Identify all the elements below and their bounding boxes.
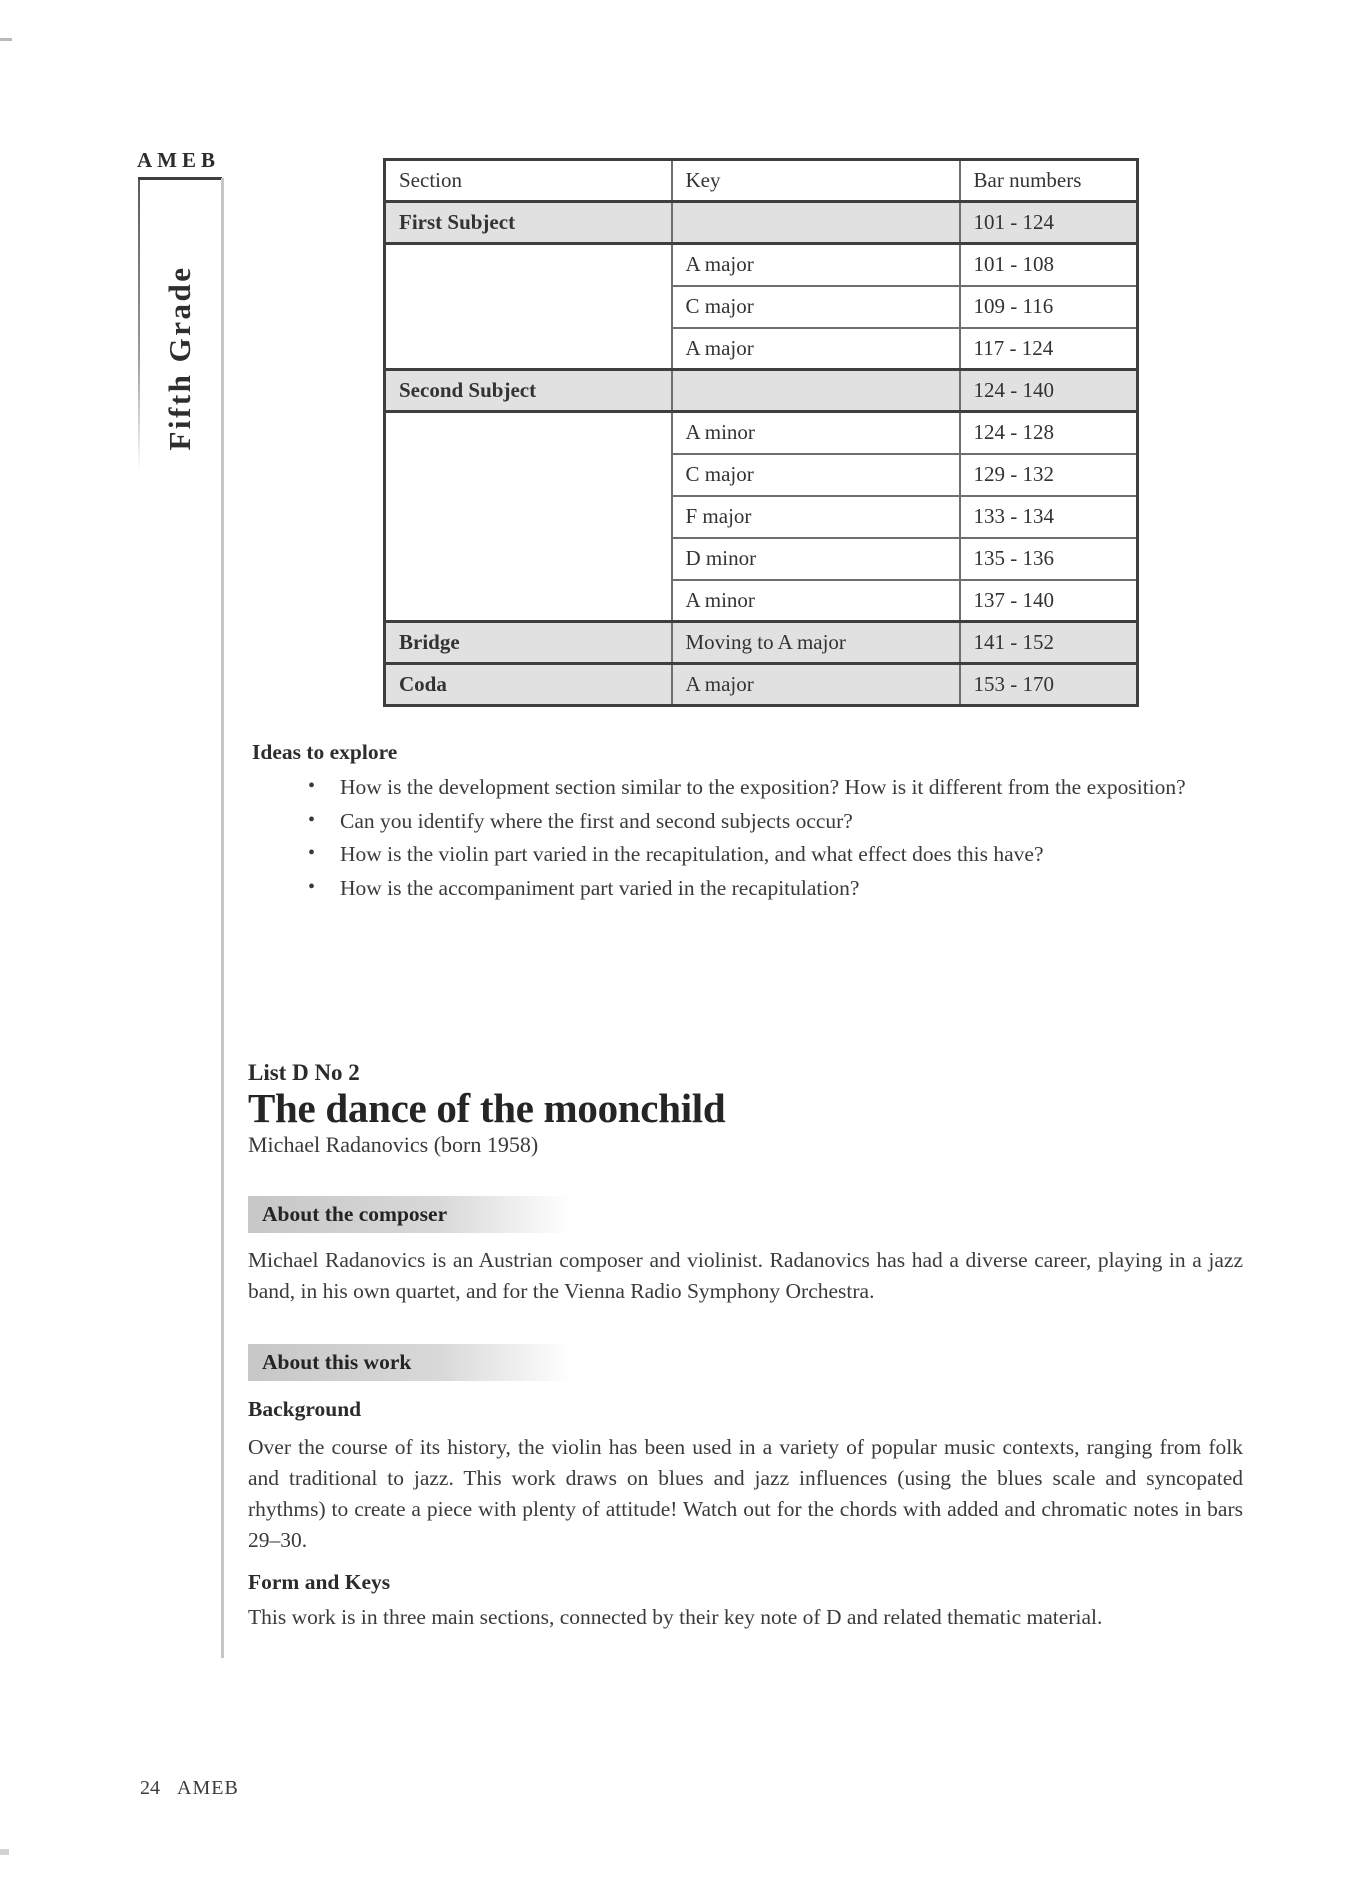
list-number-label: List D No 2 <box>248 1060 360 1085</box>
grade-tab-border <box>138 180 140 471</box>
table-row <box>385 244 1138 286</box>
section-cell: First Subject <box>385 202 672 244</box>
key-cell: C major <box>672 454 960 496</box>
page-number: 24 <box>140 1777 160 1799</box>
key-cell: C major <box>672 286 960 328</box>
bars-cell: 137 - 140 <box>960 580 1138 622</box>
section-cell: Second Subject <box>385 370 672 412</box>
bars-cell: 124 - 128 <box>960 412 1138 454</box>
bars-cell: 133 - 134 <box>960 496 1138 538</box>
about-work-banner: About this work <box>248 1344 593 1381</box>
bars-cell: 124 - 140 <box>960 370 1138 412</box>
bars-cell: 135 - 136 <box>960 538 1138 580</box>
key-cell: F major <box>672 496 960 538</box>
ideas-heading: Ideas to explore <box>252 740 398 764</box>
scan-artifact-top <box>0 38 12 41</box>
bars-cell: 141 - 152 <box>960 622 1138 664</box>
form-and-keys-paragraph: This work is in three main sections, connected by their key note of D and related thematic material. <box>248 1605 1103 1629</box>
bars-cell: 117 - 124 <box>960 328 1138 370</box>
bars-cell: 109 - 116 <box>960 286 1138 328</box>
page-footer <box>140 1777 239 1800</box>
list-item: • Can you identify where the first and second subjects occur? <box>252 806 1240 837</box>
ideas-to-explore-section <box>252 740 1240 906</box>
key-cell: D minor <box>672 538 960 580</box>
list-item: • How is the violin part varied in the recapitulation, and what effect does this have? <box>252 839 1240 870</box>
key-cell <box>672 370 960 412</box>
table-row-coda <box>385 664 1138 706</box>
section-cell: Coda <box>385 664 672 706</box>
background-subheading: Background <box>248 1397 362 1421</box>
bars-cell: 129 - 132 <box>960 454 1138 496</box>
composer-line: Michael Radanovics (born 1958) <box>248 1132 539 1158</box>
piece-title-block <box>248 1060 1148 1158</box>
background-paragraph: Over the course of its history, the violin has been used in a variety of popular music contexts, ranging from folk and traditional to jazz. This work draws on blues and jazz influences (using the blues scale and syncopated rhythms) to create a piece with plenty of attitude! Watch out for the chords with added and chromatic notes in bars 29–30. <box>248 1435 1243 1552</box>
form-analysis-table <box>383 158 1139 707</box>
sidebar-brand: AMEB <box>137 148 220 172</box>
bars-cell: 153 - 170 <box>960 664 1138 706</box>
key-cell: A minor <box>672 580 960 622</box>
list-item: • How is the development section similar to the exposition? How is it different from the exposition? <box>252 772 1240 803</box>
page-title: The dance of the moonchild <box>248 1085 726 1131</box>
key-cell: Moving to A major <box>672 622 960 664</box>
table-header-row <box>385 160 1138 202</box>
section-cell-empty <box>385 244 672 370</box>
table-row <box>385 412 1138 454</box>
key-cell <box>672 202 960 244</box>
about-composer-banner: About the composer <box>248 1196 593 1233</box>
key-cell: A major <box>672 328 960 370</box>
ideas-list <box>252 772 1240 903</box>
key-cell: A minor <box>672 412 960 454</box>
table-row-bridge <box>385 622 1138 664</box>
footer-brand: AMEB <box>177 1777 239 1799</box>
key-cell: A major <box>672 244 960 286</box>
key-cell: A major <box>672 664 960 706</box>
list-item: • How is the accompaniment part varied in the recapitulation? <box>252 873 1240 904</box>
bars-cell: 101 - 108 <box>960 244 1138 286</box>
about-composer-paragraph: Michael Radanovics is an Austrian composer and violinist. Radanovics has had a diverse career, playing in a jazz band, in his own quartet, and for the Vienna Radio Symphony Orchestra. <box>248 1248 1243 1303</box>
section-cell-empty <box>385 412 672 622</box>
form-and-keys-subheading: Form and Keys <box>248 1570 391 1594</box>
grade-label: Fifth Grade <box>162 264 197 451</box>
grade-tab <box>138 177 222 535</box>
col-header-section: Section <box>385 160 672 202</box>
col-header-key: Key <box>672 160 960 202</box>
bars-cell: 101 - 124 <box>960 202 1138 244</box>
table-row-first-subject <box>385 202 1138 244</box>
table-row-second-subject <box>385 370 1138 412</box>
col-header-bar-numbers: Bar numbers <box>960 160 1138 202</box>
sidebar-rule <box>221 178 224 1658</box>
scan-artifact-bottom <box>0 1849 9 1855</box>
section-cell: Bridge <box>385 622 672 664</box>
